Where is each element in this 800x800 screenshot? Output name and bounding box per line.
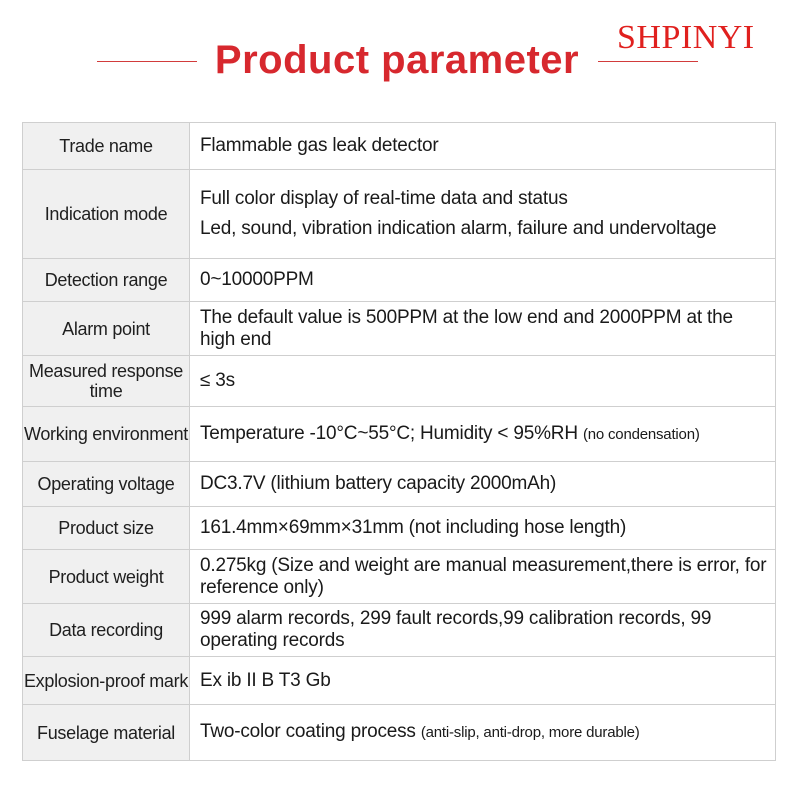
table-row: [23, 302, 776, 356]
row-value: 161.4mm×69mm×31mm (not including hose length): [190, 507, 776, 550]
row-value: Ex ib II B T3 Gb: [190, 657, 776, 705]
row-value: [190, 705, 776, 761]
row-label: Explosion-proof mark: [23, 657, 190, 705]
table-row: [23, 705, 776, 761]
row-value: Flammable gas leak detector: [190, 123, 776, 170]
brand-logo: SHPINYI: [617, 19, 755, 56]
table-row: [23, 550, 776, 604]
row-label: Working environment: [23, 407, 190, 462]
table-row: [23, 657, 776, 705]
row-label: Data recording: [23, 604, 190, 657]
row-value: DC3.7V (lithium battery capacity 2000mAh): [190, 462, 776, 507]
value-line: Led, sound, vibration indication alarm, failure and undervoltage: [200, 218, 717, 239]
row-label: Product size: [23, 507, 190, 550]
table-row: [23, 407, 776, 462]
table-row: [23, 462, 776, 507]
row-label: Indication mode: [23, 170, 190, 259]
table-row: [23, 123, 776, 170]
row-value: The default value is 500PPM at the low end and 2000PPM at the high end: [190, 302, 776, 356]
row-label: Measured response time: [23, 356, 190, 407]
parameter-table: [22, 122, 776, 761]
title-divider-right: [598, 61, 698, 62]
row-value: 999 alarm records, 299 fault records,99 calibration records, 99 operating records: [190, 604, 776, 657]
row-label: Detection range: [23, 259, 190, 302]
row-label: Fuselage material: [23, 705, 190, 761]
row-value: [190, 170, 776, 259]
row-value: [190, 407, 776, 462]
title-divider-left: [97, 61, 197, 62]
table-row: [23, 507, 776, 550]
row-value: 0.275kg (Size and weight are manual measurement,there is error, for reference only): [190, 550, 776, 604]
value-note: (no condensation): [582, 425, 700, 443]
table-row: [23, 604, 776, 657]
table-row: [23, 356, 776, 407]
value-note: (anti-slip, anti-drop, more durable): [420, 724, 640, 741]
page-header: [0, 0, 800, 122]
row-label: Operating voltage: [23, 462, 190, 507]
page-title: Product parameter: [214, 38, 580, 82]
table-row: [23, 259, 776, 302]
table-row: [23, 170, 776, 259]
row-value: 0~10000PPM: [190, 259, 776, 302]
value-text: Temperature -10°C~55°C; Humidity < 95%RH: [200, 422, 578, 444]
value-line: Full color display of real-time data and status: [200, 188, 568, 209]
row-value: ≤ 3s: [190, 356, 776, 407]
row-label: Trade name: [23, 123, 190, 170]
value-text: Two-color coating process: [200, 721, 416, 742]
row-label: Product weight: [23, 550, 190, 604]
row-label: Alarm point: [23, 302, 190, 356]
